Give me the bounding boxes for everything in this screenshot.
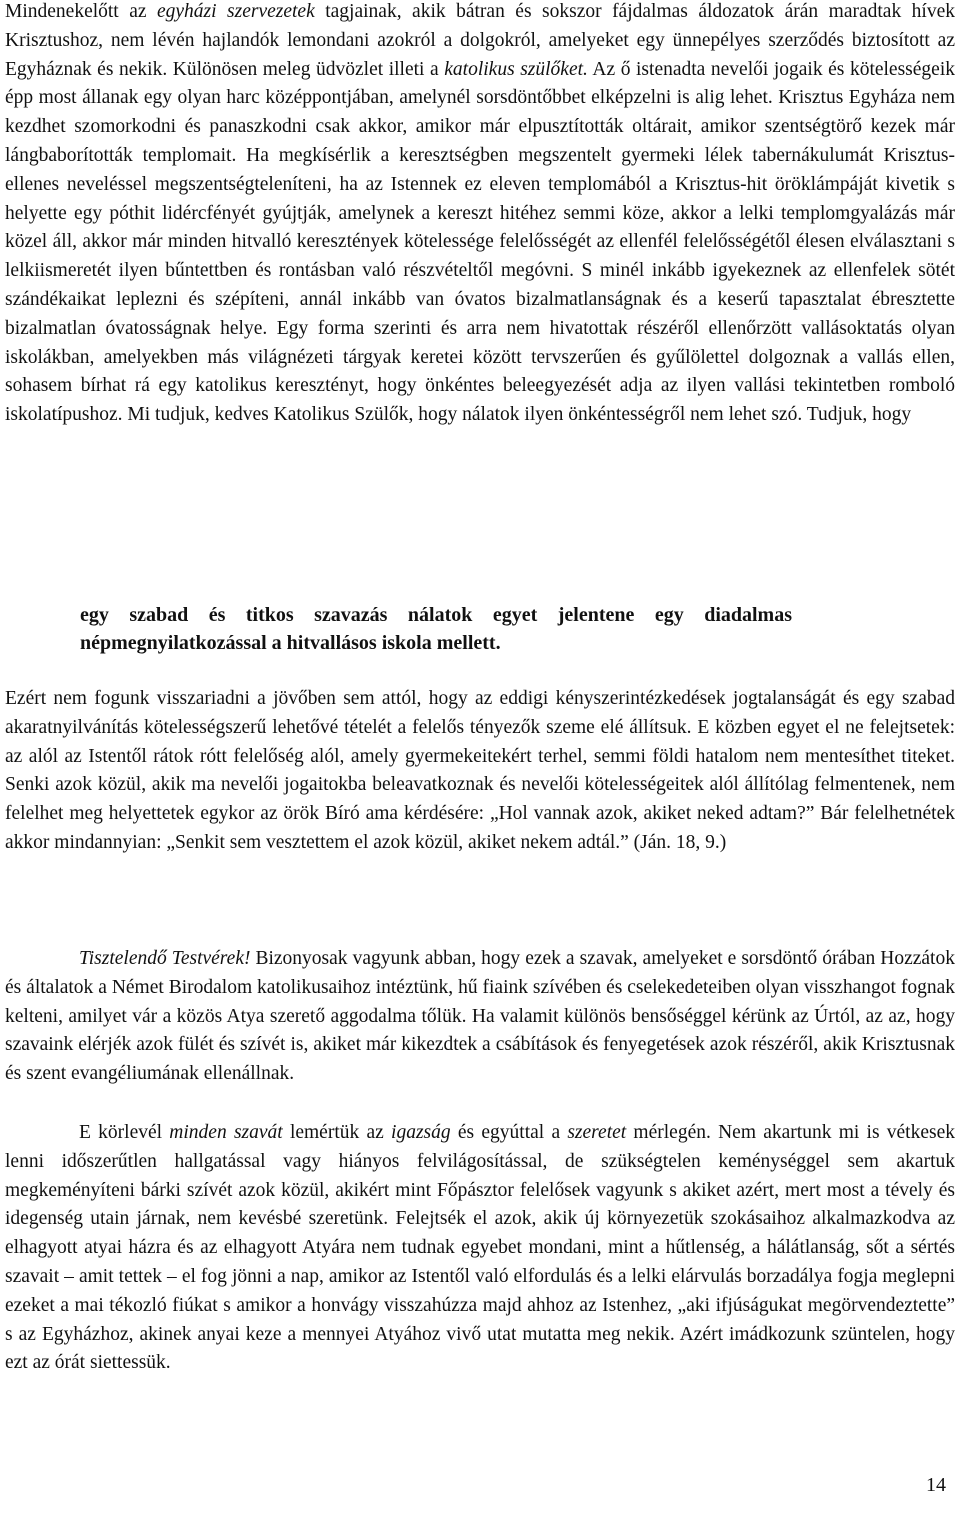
emphasis-span: katolikus szülőket. [444,58,588,80]
paragraph-2: Ezért nem fogunk visszariadni a jövőben sem attól, hogy az eddigi kényszerintézkedések jogtalanságát és egy szabad akaratnyilvánítás kötelességszerű lehetővé tételét a felelős tényezők szeme elé állítsuk. E közben egyet el ne felejtsetek: az alól az Istentől rátok rótt felelőség alól, amely gyermekeitekért terhel, semmi földi hatalom nem mentesíthet titeket. Senki azok közül, akik ma nevelői jogaitokba beleavatkoznak és nevelői kötelességeitek alól állítólag felmentenek, nem felelhet meg helyettetek egykor az örök Bíró ama kérdésére: „Hol vannak azok, akiket neked adtam?” Bár felelhetnétek akkor mindannyian: „Senkit sem vesztettem el azok közül, akiket nekem adtál.” (Ján. 18, 9.) [5,688,955,853]
paragraph-1 [5,0,955,430]
text-span: tagjainak, akik bátran és sokszor fájdalmas áldozatok árán maradtak hívek Krisztushoz, nem lévén hajlandók lemondani azokról a dolgokról, amelyeket egy ünnepélyes szerződés biztosított az Egyháznak és nekik. Különösen meleg üdvözlet illeti a [5,1,955,80]
bold-statement: egy szabad és titkos szavazás nálatok egyet jelentene egy diadalmas népmegnyilatkozással a hitvallásos iskola mellett. [80,604,792,654]
salutation: Tisztelendő Testvérek! [79,948,251,969]
emphasis-span: igazság [391,1122,451,1143]
emphasis-span: egyházi szervezetek [157,1,315,22]
paragraph-3 [5,945,955,1089]
paragraph-4 [5,1119,955,1378]
emphasis-span: szeretet [567,1122,627,1143]
text-span: lemértük az [282,1122,392,1143]
text-span: Az ő istenadta nevelői jogaik és kötelességeik épp most állanak egy olyan harc középpontjában, amelynél sorsdöntőbbet elképzelni is alig lehet. Krisztus Egyháza nem kezdhet szomorkodni és panaszkodni csak akkor, amikor már elpusztították oltárait, amikor szentségtörő kezek már lángbaborították templomait. Ha megkísérlik a keresztségben megszentelt gyermeki lélek tabernákulumát Krisztus-ellenes neveléssel megszentségteleníteni, ha az Istennek ez eleven templomából a Krisztus-hit öröklámpáját kivetik s helyette egy póthit lidércfényét gyújtják, amelynek a kereszt hitéhez semmi köze, akkor a lelki templomgyalázás már közel áll, akkor már minden hitvalló keresztények kötelessége felelősségét az ellenfél felelősségétől élesen elválasztani s lelkiismeretét ilyen bűntettben és rontásban való részvételtől megóvni. S minél inkább igyekeznek az ellenfelek sötét szándékaikat leplezni és szépíteni, annál inkább van óvatos bizalmatlanságnak és a keserű tapasztalat ébresztette bizalmatlan óvatosságnak helye. Egy forma szerinti és arra nem hivatottak részéről ellenőrzött vallásoktatás olyan iskolákban, amelyekben más világnézeti tárgyak keretei között tervszerűen és gyűlölettel dolgoznak a vallás ellen, sohasem bírhat rá egy katolikus keresztényt, hogy önkéntes beleegyezését adja az ilyen vallási tekintetben romboló iskolatípushoz. Mi tudjuk, kedves Katolikus Szülők, hogy nálatok ilyen önkéntességről nem lehet szó. Tudjuk, hogy [5,58,955,426]
text-span: mérlegén. Nem akartunk mi is vétkesek lenni időszerűtlen hallgatással vagy hiányos felvilágosítással, de szükségtelen keménységgel sem akartuk megkeményíteni bárki szívét azok közül, akikért mint Főpásztor felelősek vagyunk s akiket azért, mert most a tévely és idegenség utain járnak, nem kevésbé szeretünk. Felejtsék el azok, akik új környezetük szokásaihoz alkalmazkodva az elhagyott atyai házra és az elhagyott Atyára nem tudnak egyebet mondani, mint a hűtlenség, a hálátlanság, sőt a sértés szavait – amit tettek – el fog jönni a nap, amikor az Istentől való elfordulás és a lelki elárvulás borzadálya fogja meglepni ezeket a mai tékozló fiúkat s amikor a honvágy visszahúzza majd ahhoz az Istenhez, „aki ifjúságukat megörvendeztette” s az Egyházhoz, akinek anyai keze a mennyei Atyához vivő utat mutatta meg nekik. Azért imádkozunk szüntelen, hogy ezt az órát siettessük. [5,1122,955,1374]
emphasis-span: minden szavát [169,1122,283,1143]
text-span: Bizonyosak vagyunk abban, hogy ezek a szavak, amelyeket e sorsdöntő órában Hozzátok és általatok a Német Birodalom katolikusaihoz intéztünk, hű fiaink szívében és cselekedeteiben olyan visszhangot fognak kelteni, amilyet vár a közös Atya szerető aggodalma tőlük. Ha valamit különös bensőséggel kérünk az Úrtól, az az, hogy szavaink elérjék azok fülét és szívét is, akiket már kikezdtek a csábítások és fenyegetések azok részéről, akik Krisztusnak és szent evangéliumának ellenállnak. [5,948,955,1085]
page-number: 14 [926,1474,946,1496]
text-span: Mindenekelőtt az [5,1,157,22]
text-span: és egyúttal a [450,1122,568,1143]
text-span: E körlevél [79,1122,170,1143]
